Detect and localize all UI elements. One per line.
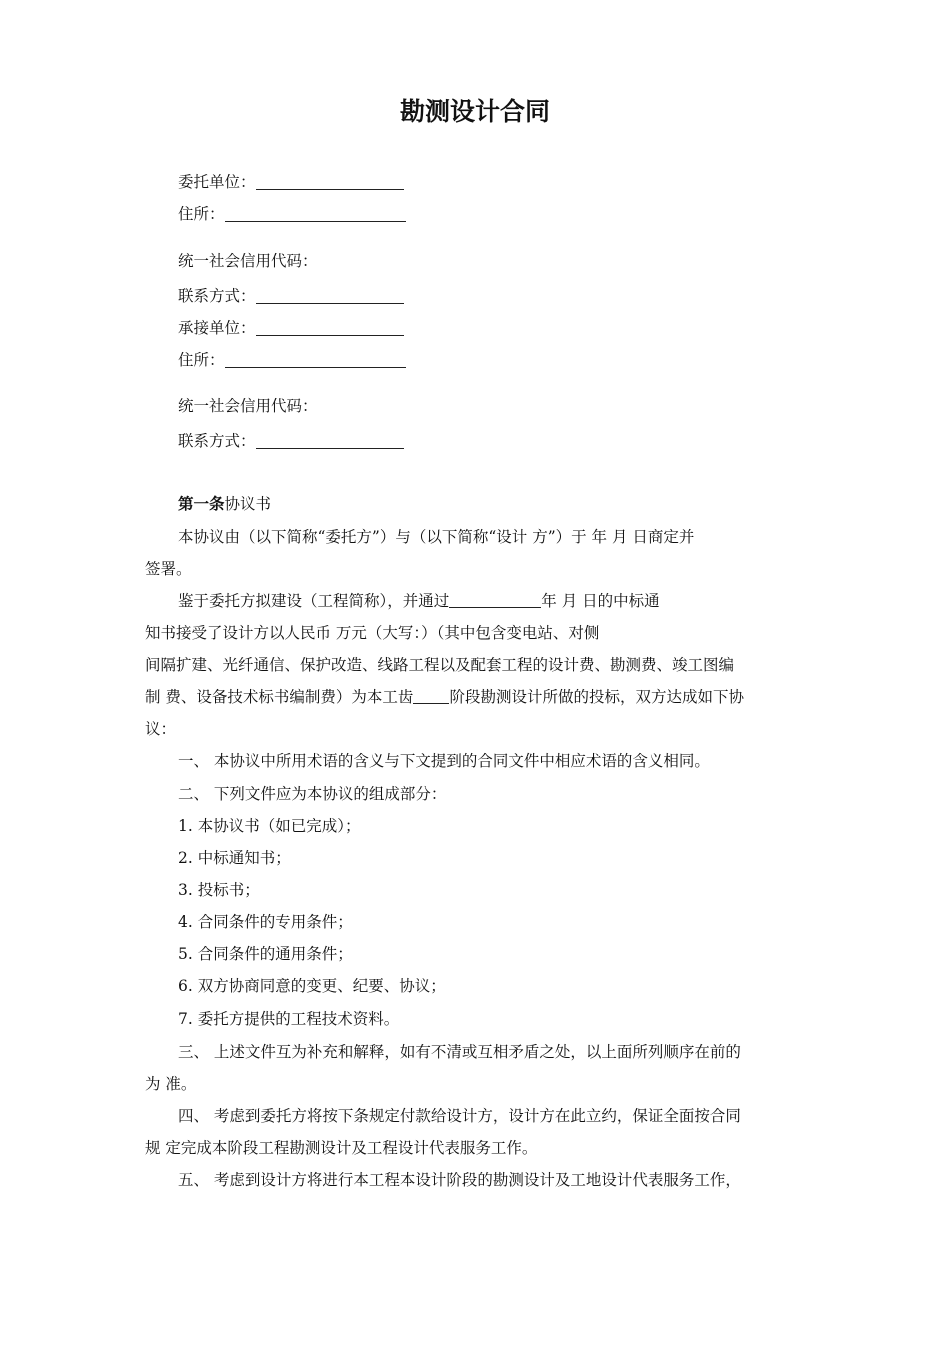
paragraph-2-line-4-b: 阶段勘测设计所做的投标，双方达成如下协 (449, 688, 744, 706)
clause-4-line-1: 四、 考虑到委托方将按下条规定付款给设计方，设计方在此立约，保证全面按合同 (178, 1107, 741, 1125)
client-contact-blank (256, 287, 404, 304)
stage-blank (413, 689, 449, 704)
article-number: 第一条 (178, 495, 225, 513)
date-blank (449, 593, 541, 608)
document-title: 勘测设计合同 (399, 97, 550, 126)
paragraph-1-line-2: 签署。 (145, 560, 192, 578)
clause-3-line-2: 为 准。 (145, 1075, 197, 1093)
contractor-contact-label: 联系方式： (178, 432, 256, 450)
clause-1: 一、 本协议中所用术语的含义与下文提到的合同文件中相应术语的含义相同。 (178, 752, 710, 770)
paragraph-2-line-3: 间隔扩建、光纤通信、保护改造、线路工程以及配套工程的设计费、勘测费、竣工图编 (145, 656, 735, 674)
paragraph-2-line-1-a: 鉴于委托方拟建设（工程简称），并通过 (178, 592, 450, 610)
contractor-unit-field (178, 318, 404, 338)
client-unit-label: 委托单位： (178, 173, 256, 191)
client-contact-label: 联系方式： (178, 287, 256, 305)
paragraph-2-line-4 (145, 687, 744, 707)
contractor-credit-code-label: 统一社会信用代码： (178, 397, 318, 415)
client-address-label: 住所： (178, 205, 225, 223)
paragraph-1-line-1: 本协议由（以下简称“委托方”）与（以下简称“设计 方”）于 年 月 日商定并 (178, 528, 695, 546)
contractor-unit-label: 承接单位： (178, 319, 256, 337)
contractor-contact-blank (256, 432, 404, 449)
paragraph-2-line-1 (178, 591, 660, 611)
client-unit-blank (256, 173, 404, 190)
document-list-item-4: 4. 合同条件的专用条件； (178, 913, 353, 931)
contractor-address-blank (225, 351, 406, 368)
paragraph-2-line-2: 知书接受了设计方以人民币 万元（大写：）（其中包含变电站、对侧 (145, 624, 600, 642)
clause-5-line-1: 五、 考虑到设计方将进行本工程本设计阶段的勘测设计及工地设计代表服务工作， (178, 1171, 741, 1189)
document-list-item-5: 5. 合同条件的通用条件； (178, 945, 353, 963)
contractor-unit-blank (256, 319, 404, 336)
article-heading (178, 494, 271, 514)
paragraph-2-line-1-b: 年 月 日的中标通 (541, 592, 660, 610)
client-address-field (178, 204, 406, 224)
contractor-contact-field (178, 431, 404, 451)
contractor-address-field (178, 350, 406, 370)
document-list-item-3: 3. 投标书； (178, 881, 260, 899)
client-credit-code-label: 统一社会信用代码： (178, 252, 318, 270)
clause-2: 二、 下列文件应为本协议的组成部分： (178, 785, 447, 803)
document-list-item-6: 6. 双方协商同意的变更、纪要、协议； (178, 977, 446, 995)
paragraph-2-line-5: 议： (145, 720, 177, 738)
client-address-blank (225, 205, 406, 222)
client-unit-field (178, 172, 404, 192)
clause-3-line-1: 三、 上述文件互为补充和解释，如有不清或互相矛盾之处，以上面所列顺序在前的 (178, 1043, 741, 1061)
client-contact-field (178, 286, 404, 306)
article-title: 协议书 (224, 495, 272, 513)
document-list-item-2: 2. 中标通知书； (178, 849, 291, 867)
document-list-item-1: 1. 本协议书（如已完成）； (178, 817, 361, 835)
contractor-address-label: 住所： (178, 351, 225, 369)
document-list-item-7: 7. 委托方提供的工程技术资料。 (178, 1010, 400, 1028)
paragraph-2-line-4-a: 制 费、设备技术标书编制费）为本工齿 (145, 688, 414, 706)
clause-4-line-2: 规 定完成本阶段工程勘测设计及工程设计代表服务工作。 (145, 1139, 538, 1157)
